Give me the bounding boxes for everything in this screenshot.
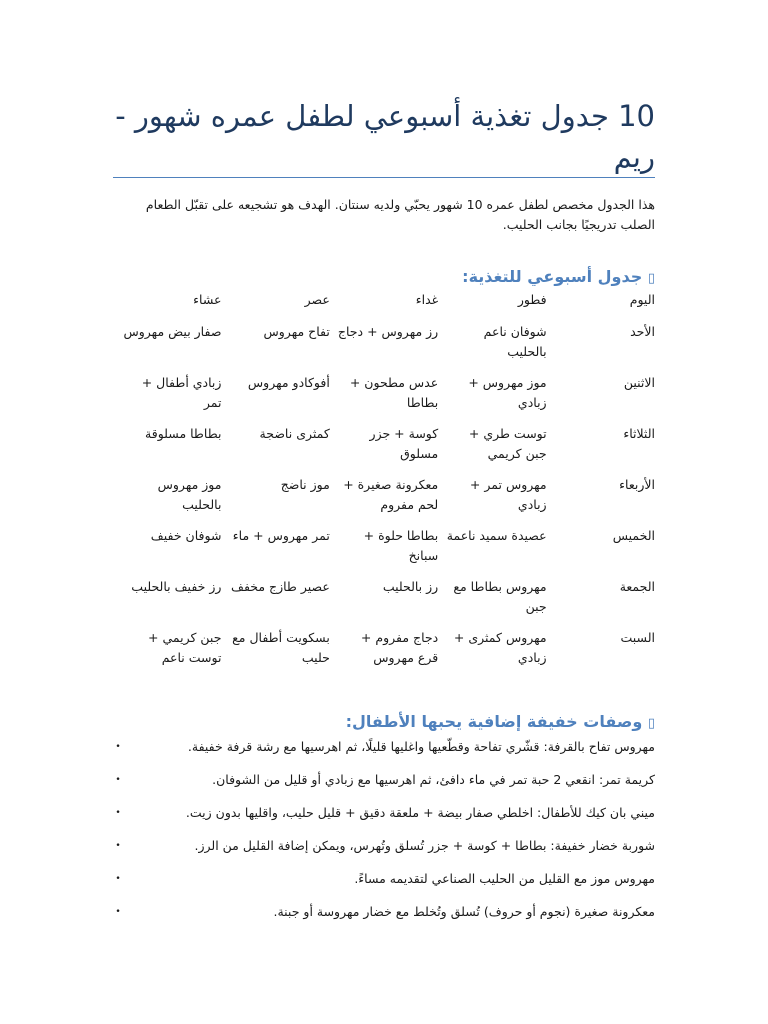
cell-dinner: بطاطا مسلوقة [145, 426, 222, 441]
bullet-icon: • [115, 742, 121, 752]
table-row [113, 373, 655, 424]
column-header-afternoon: عصر [304, 292, 330, 307]
table-row [113, 628, 655, 679]
cell-dinner: صفار بيض مهروس [123, 324, 222, 339]
recipe-text: ميني بان كيك للأطفال: اخلطي صفار بيضة + ملعقة دقيق + قليل حليب، واقليها بدون زيت. [185, 805, 655, 820]
schedule-heading-text: جدول أسبوعي للتغذية: [462, 267, 643, 286]
cell-afternoon: عصير طازج مخفف [231, 579, 330, 594]
recipe-text: مهروس موز مع القليل من الحليب الصناعي لتقديمه مساءً. [354, 871, 655, 886]
cell-lunch: كوسة + جزر مسلوق [369, 426, 439, 461]
cell-day: الاثنين [623, 375, 655, 390]
schedule-header-row [113, 290, 655, 322]
column-header-day: اليوم [629, 292, 655, 307]
list-item [113, 770, 655, 803]
cell-afternoon: أفوكادو مهروس [247, 375, 330, 390]
cell-lunch: دجاج مفروم + قرع مهروس [360, 630, 439, 665]
cell-lunch: معكرونة صغيرة + لحم مفروم [343, 477, 439, 512]
recipe-text: مهروس تفاح بالقرفة: قشّري تفاحة وقطّعيها واغليها قليلًا، ثم اهرسيها مع رشة قرفة خفيفة. [187, 739, 655, 754]
title-divider [113, 177, 655, 178]
cell-day: الأربعاء [619, 477, 655, 492]
cell-afternoon: كمثرى ناضجة [259, 426, 330, 441]
cell-afternoon: تفاح مهروس [263, 324, 330, 339]
cell-breakfast: عصيدة سميد ناعمة [446, 528, 547, 543]
schedule-table [113, 290, 655, 679]
cell-dinner: جبن كريمي + توست ناعم [148, 630, 222, 665]
table-row [113, 577, 655, 628]
bullet-icon: • [115, 874, 121, 884]
list-item [113, 836, 655, 869]
cell-afternoon: موز ناضج [280, 477, 330, 492]
cell-day: الثلاثاء [623, 426, 655, 441]
intro-paragraph: هذا الجدول مخصص لطفل عمره 10 شهور يحبّي ولديه سنتان. الهدف هو تشجيعه على تقبّل الطعام الصلب تدريجيًا بجانب الحليب. [145, 197, 655, 232]
table-row [113, 526, 655, 577]
cell-day: الجمعة [619, 579, 655, 594]
bullet-icon: • [115, 775, 121, 785]
missing-glyph-icon: ▯ [647, 271, 655, 286]
cell-day: الخميس [612, 528, 655, 543]
table-row [113, 322, 655, 373]
cell-dinner: موز مهروس بالحليب [157, 477, 222, 512]
recipes-list [113, 737, 655, 935]
recipes-heading [113, 711, 655, 735]
cell-lunch: رز مهروس + دجاج [337, 324, 439, 339]
cell-dinner: رز خفيف بالحليب [131, 579, 222, 594]
cell-breakfast: مهروس تمر + زبادي [469, 477, 547, 512]
column-header-breakfast: فطور [517, 292, 547, 307]
table-row [113, 475, 655, 526]
recipes-heading-text: وصفات خفيفة إضافية يحبها الأطفال: [345, 712, 643, 731]
cell-lunch: بطاطا حلوة + سبانخ [363, 528, 439, 563]
missing-glyph-icon: ▯ [647, 716, 655, 731]
schedule-body [113, 322, 655, 679]
list-item [113, 803, 655, 836]
recipe-text: كريمة تمر: انقعي 2 حبة تمر في ماء دافئ، ثم اهرسيها مع زبادي أو قليل من الشوفان. [212, 772, 655, 787]
cell-breakfast: مهروس بطاطا مع جبن [453, 579, 547, 614]
schedule-heading [113, 266, 655, 290]
cell-day: السبت [620, 630, 655, 645]
cell-breakfast: مهروس كمثرى + زبادي [453, 630, 547, 665]
cell-afternoon: تمر مهروس + ماء [232, 528, 330, 543]
column-header-lunch: غداء [415, 292, 439, 307]
cell-dinner: زبادي أطفال + تمر [141, 375, 222, 410]
cell-day: الأحد [630, 324, 655, 339]
recipe-text: شوربة خضار خفيفة: بطاطا + كوسة + جزر تُسلق وتُهرس، ويمكن إضافة القليل من الرز. [194, 838, 655, 853]
bullet-icon: • [115, 808, 121, 818]
recipe-text: معكرونة صغيرة (نجوم أو حروف) تُسلق وتُخلط مع خضار مهروسة أو جبنة. [273, 904, 655, 919]
cell-breakfast: توست طري + جبن كريمي [468, 426, 547, 461]
cell-afternoon: بسكويت أطفال مع حليب [232, 630, 330, 665]
list-item [113, 737, 655, 770]
column-header-dinner: عشاء [193, 292, 222, 307]
cell-lunch: عدس مطحون + بطاطا [349, 375, 439, 410]
bullet-icon: • [115, 841, 121, 851]
cell-lunch: رز بالحليب [382, 579, 439, 594]
table-row [113, 424, 655, 475]
page-title: 10 جدول تغذية أسبوعي لطفل عمره شهور - ريم [115, 99, 655, 174]
cell-dinner: شوفان خفيف [150, 528, 222, 543]
list-item [113, 902, 655, 935]
list-item [113, 869, 655, 902]
bullet-icon: • [115, 907, 121, 917]
cell-breakfast: موز مهروس + زبادي [468, 375, 547, 410]
cell-breakfast: شوفان ناعم بالحليب [483, 324, 547, 359]
